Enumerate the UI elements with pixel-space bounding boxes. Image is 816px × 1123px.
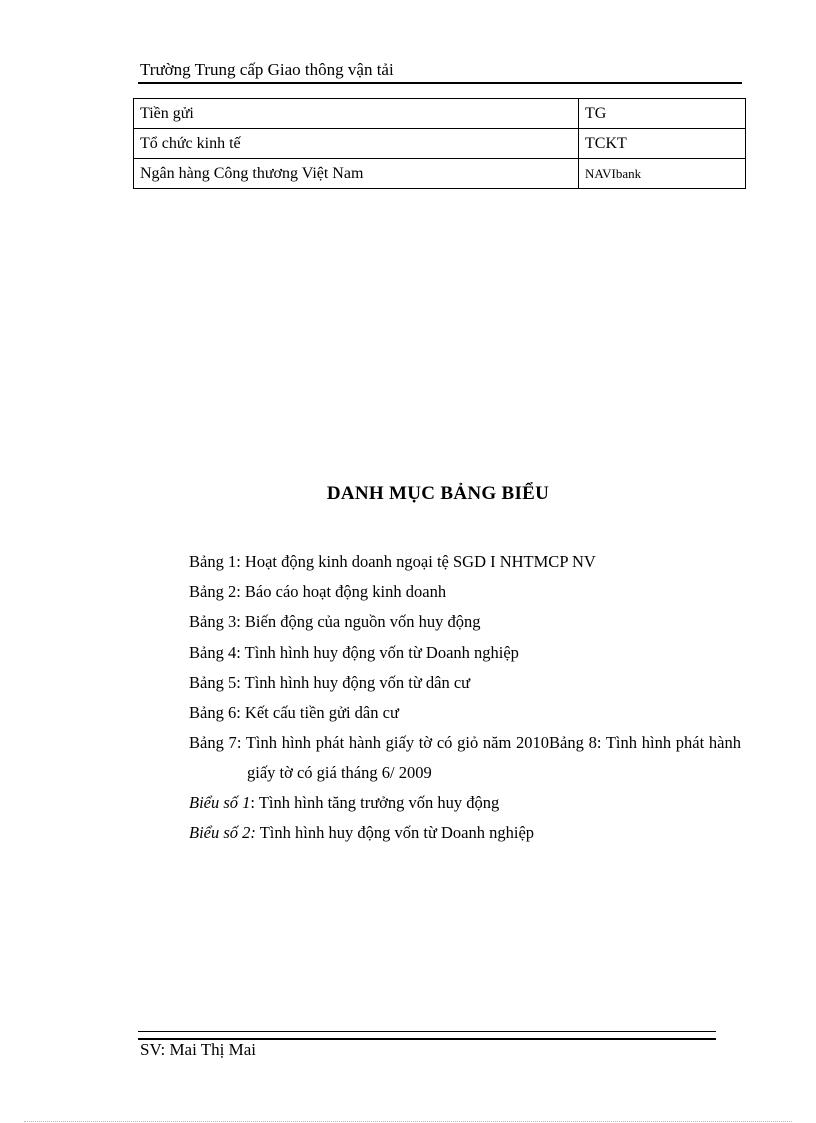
item-text: : Biến động của nguồn vốn huy động bbox=[236, 612, 481, 632]
abbr-term: Ngân hàng Công thương Việt Nam bbox=[134, 159, 579, 189]
list-item bbox=[189, 610, 741, 640]
abbr-term: Tổ chức kinh tế bbox=[134, 129, 579, 159]
list-item bbox=[189, 550, 741, 580]
item-text: : Hoạt động kinh doanh ngoại tệ SGD I NHTMCP NV bbox=[236, 552, 596, 571]
item-label: Bảng 3 bbox=[189, 612, 237, 632]
footer-divider bbox=[138, 1031, 716, 1040]
list-item bbox=[189, 580, 741, 610]
abbr-term: Tiền gửi bbox=[134, 99, 579, 129]
section-title: DANH MỤC BẢNG BIỂU bbox=[326, 483, 550, 504]
table-row bbox=[134, 159, 746, 189]
item-label: Bảng 1 bbox=[189, 552, 237, 571]
item-text: : Tình hình tăng trưởng vốn huy động bbox=[250, 793, 500, 813]
item-text: : Tình hình huy động vốn từ Doanh nghiệp bbox=[236, 642, 519, 662]
school-name: Trường Trung cấp Giao thông vận tải bbox=[140, 60, 394, 79]
item-label: Bảng 5 bbox=[189, 672, 237, 692]
list-item bbox=[189, 671, 741, 701]
list-item bbox=[189, 641, 741, 671]
item-text: Tình hình huy động vốn từ Doanh nghiệp bbox=[255, 823, 535, 843]
abbr-code: TG bbox=[579, 99, 746, 129]
item-label: Biểu số 2: bbox=[189, 823, 256, 843]
item-label: Bảng 4 bbox=[189, 642, 237, 662]
item-text: : Báo cáo hoạt động kinh doanh bbox=[236, 582, 447, 602]
item-text: : Tình hình huy động vốn từ dân cư bbox=[236, 672, 471, 692]
list-item bbox=[189, 791, 741, 821]
list-item bbox=[189, 821, 741, 851]
abbr-code: NAVIbank bbox=[579, 159, 746, 189]
list-item bbox=[189, 701, 741, 731]
list-item bbox=[189, 728, 741, 788]
table-of-tables bbox=[189, 550, 741, 852]
table-row bbox=[134, 99, 746, 129]
student-name: SV: Mai Thị Mai bbox=[140, 1040, 257, 1059]
page-edge-divider bbox=[24, 1121, 792, 1122]
item-text: : Kết cấu tiền gửi dân cư bbox=[236, 702, 399, 722]
abbreviation-table bbox=[133, 98, 746, 189]
item-text: : Tình hình phát hành giấy tờ có giỏ năm 2010Bảng 8: Tình hình phát hành giấy tờ có giá tháng 6/ 2009 bbox=[236, 733, 741, 783]
item-label: Bảng 6 bbox=[189, 702, 237, 722]
item-label: Bảng 7 bbox=[189, 733, 237, 753]
item-label: Bảng 2 bbox=[189, 582, 237, 602]
abbr-code: TCKT bbox=[579, 129, 746, 159]
item-label: Biểu số 1 bbox=[189, 793, 251, 813]
table-row bbox=[134, 129, 746, 159]
page-header bbox=[138, 58, 742, 84]
